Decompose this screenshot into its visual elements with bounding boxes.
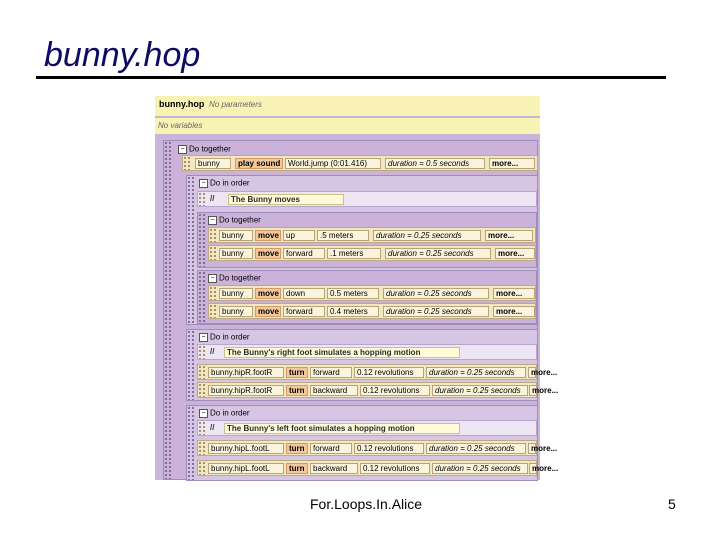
object-tile[interactable]: bunny.hipR.footR	[208, 385, 284, 396]
do-together-label: Do together	[219, 273, 261, 283]
object-tile[interactable]: bunny.hipL.footL	[208, 463, 284, 474]
drag-handle[interactable]	[198, 345, 206, 359]
amount-tile[interactable]: 0.12 revolutions	[360, 463, 430, 474]
more-button[interactable]: more...	[493, 288, 535, 299]
variables-bar	[155, 118, 540, 134]
collapse-icon[interactable]: −	[208, 216, 217, 225]
direction-tile[interactable]: forward	[283, 306, 325, 317]
direction-tile[interactable]: forward	[310, 443, 352, 454]
amount-tile[interactable]: 0.5 meters	[327, 288, 379, 299]
direction-tile[interactable]: backward	[310, 385, 358, 396]
do-together-label: Do together	[189, 144, 231, 154]
amount-tile[interactable]: 0.12 revolutions	[360, 385, 430, 396]
drag-handle[interactable]	[209, 228, 217, 242]
object-tile[interactable]: bunny	[219, 306, 253, 317]
do-in-order-block-3[interactable]	[186, 405, 559, 481]
more-button[interactable]: more...	[528, 367, 536, 378]
drag-handle[interactable]	[187, 330, 195, 400]
do-in-order-label: Do in order	[210, 332, 250, 342]
method-editor	[155, 96, 559, 480]
duration-tile[interactable]: duration = 0.25 seconds	[383, 288, 489, 299]
more-button[interactable]: more...	[529, 385, 537, 396]
duration-tile[interactable]: duration = 0.25 seconds	[426, 443, 526, 454]
statement-row-move-forward[interactable]	[208, 245, 536, 261]
amount-tile[interactable]: 0.12 revolutions	[354, 443, 424, 454]
drag-handle[interactable]	[183, 156, 191, 170]
drag-handle[interactable]	[198, 365, 206, 379]
object-tile[interactable]: bunny	[219, 230, 253, 241]
method-tile[interactable]: move	[255, 248, 281, 259]
more-button[interactable]: more...	[495, 248, 535, 259]
object-tile[interactable]: bunny	[219, 248, 253, 259]
statement-row-move-forward-2[interactable]	[208, 303, 536, 319]
more-button[interactable]: more...	[493, 306, 535, 317]
drag-handle[interactable]	[187, 176, 195, 324]
drag-handle[interactable]	[198, 441, 206, 455]
collapse-icon[interactable]: −	[208, 274, 217, 283]
duration-tile[interactable]: duration = 0.5 seconds	[385, 158, 485, 169]
comment-icon: //	[210, 194, 215, 203]
drag-handle[interactable]	[187, 406, 195, 480]
statement-row-turn-right-forward[interactable]	[197, 364, 558, 380]
comment-row-2[interactable]	[197, 344, 537, 360]
statement-row-move-up[interactable]	[208, 227, 536, 243]
slide-title: bunny.hop	[44, 36, 201, 74]
more-button[interactable]: more...	[485, 230, 533, 241]
drag-handle[interactable]	[164, 141, 172, 479]
drag-handle[interactable]	[198, 192, 206, 206]
method-tile[interactable]: move	[255, 306, 281, 317]
method-header	[155, 96, 540, 116]
comment-row-1[interactable]	[197, 191, 537, 207]
drag-handle[interactable]	[209, 304, 217, 318]
duration-tile[interactable]: duration = 0.25 seconds	[432, 385, 528, 396]
direction-tile[interactable]: backward	[310, 463, 358, 474]
amount-tile[interactable]: 0.12 revolutions	[354, 367, 424, 378]
do-in-order-block-2[interactable]	[186, 329, 559, 401]
do-together-label: Do together	[219, 215, 261, 225]
do-in-order-block-1[interactable]	[186, 175, 538, 325]
do-together-block-inner-2[interactable]	[197, 270, 537, 324]
statement-row-sound[interactable]	[182, 155, 538, 171]
sound-param-tile[interactable]: World.jump (0:01.416)	[285, 158, 381, 169]
slide-footer: For.Loops.In.Alice	[310, 496, 423, 512]
direction-tile[interactable]: down	[283, 288, 325, 299]
comment-icon: //	[210, 423, 215, 432]
method-name: bunny.hop	[159, 99, 205, 109]
do-in-order-label: Do in order	[210, 408, 250, 418]
page-number: 5	[668, 496, 676, 512]
comment-text[interactable]: The Bunny's left foot simulates a hopping motion	[224, 423, 460, 434]
object-tile[interactable]: bunny	[195, 158, 231, 169]
statement-row-turn-left-forward[interactable]	[197, 440, 558, 456]
comment-text[interactable]: The Bunny moves	[228, 194, 344, 205]
duration-tile[interactable]: duration = 0.25 seconds	[426, 367, 526, 378]
direction-tile[interactable]: forward	[283, 248, 325, 259]
more-button[interactable]: more...	[528, 443, 536, 454]
drag-handle[interactable]	[198, 383, 206, 397]
duration-tile[interactable]: duration = 0.25 seconds	[385, 248, 491, 259]
drag-handle[interactable]	[198, 421, 206, 435]
amount-tile[interactable]: .5 meters	[317, 230, 369, 241]
statement-row-move-down[interactable]	[208, 285, 536, 301]
do-together-block-inner-1[interactable]	[197, 212, 537, 268]
collapse-icon[interactable]: −	[199, 179, 208, 188]
more-button[interactable]: more...	[529, 463, 537, 474]
comment-icon: //	[210, 347, 215, 356]
collapse-icon[interactable]: −	[178, 145, 187, 154]
drag-handle[interactable]	[198, 461, 206, 475]
collapse-icon[interactable]: −	[199, 333, 208, 342]
duration-tile[interactable]: duration = 0.25 seconds	[383, 306, 489, 317]
amount-tile[interactable]: .1 meters	[327, 248, 381, 259]
object-tile[interactable]: bunny.hipL.footL	[208, 443, 284, 454]
duration-tile[interactable]: duration = 0.25 seconds	[373, 230, 481, 241]
method-tile[interactable]: move	[255, 288, 281, 299]
object-tile[interactable]: bunny.hipR.footR	[208, 367, 284, 378]
method-tile[interactable]: play sound	[235, 158, 283, 169]
direction-tile[interactable]: up	[283, 230, 315, 241]
drag-handle[interactable]	[198, 271, 206, 323]
variables-hint: No variables	[158, 121, 203, 130]
statement-row-turn-left-backward[interactable]	[197, 460, 559, 476]
do-in-order-label: Do in order	[210, 178, 250, 188]
comment-row-3[interactable]	[197, 420, 537, 436]
method-tile[interactable]: move	[255, 230, 281, 241]
method-tile[interactable]: turn	[286, 443, 308, 454]
collapse-icon[interactable]: −	[199, 409, 208, 418]
comment-text[interactable]: The Bunny's right foot simulates a hopping motion	[224, 347, 460, 358]
object-tile[interactable]: bunny	[219, 288, 253, 299]
statement-row-turn-right-backward[interactable]	[197, 382, 559, 398]
more-button[interactable]: more...	[489, 158, 535, 169]
duration-tile[interactable]: duration = 0.25 seconds	[432, 463, 528, 474]
method-tile[interactable]: turn	[286, 463, 308, 474]
title-underline	[36, 76, 666, 79]
parameters-hint: No parameters	[209, 100, 262, 109]
drag-handle[interactable]	[209, 246, 217, 260]
drag-handle[interactable]	[209, 286, 217, 300]
direction-tile[interactable]: forward	[310, 367, 352, 378]
method-tile[interactable]: turn	[286, 367, 308, 378]
do-together-block-outer[interactable]	[163, 140, 559, 480]
amount-tile[interactable]: 0.4 meters	[327, 306, 379, 317]
method-tile[interactable]: turn	[286, 385, 308, 396]
drag-handle[interactable]	[198, 213, 206, 267]
